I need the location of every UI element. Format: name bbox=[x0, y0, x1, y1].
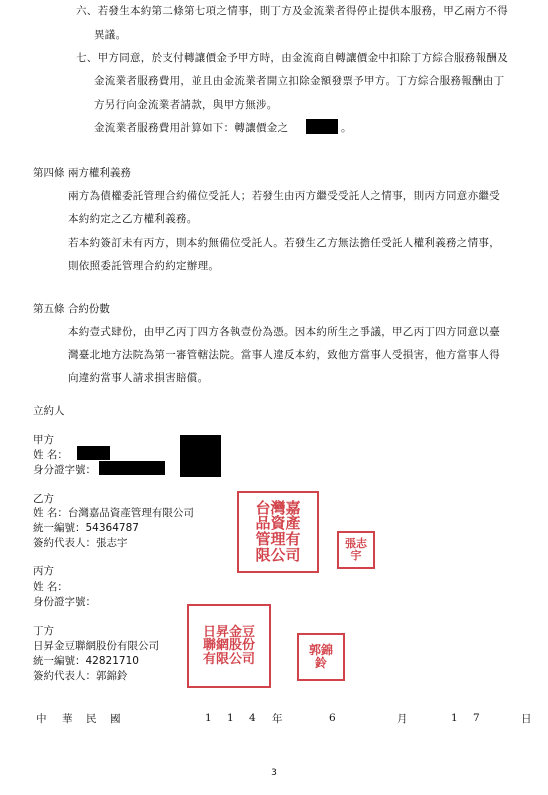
article4-p2-line1: 若本約簽訂未有丙方，則本約無備位受託人。若發生乙方無法擔任受託人權利義務之情事， bbox=[68, 237, 500, 249]
date-day: 1 7 bbox=[451, 712, 486, 724]
party-c-name-label: 姓 名： bbox=[33, 581, 68, 593]
company-seal-party-d: 日昇金豆 聯網股份 有限公司 bbox=[187, 604, 271, 688]
item7-line2: 金流業者服務費用，並且由金流業者開立扣除金額發票予甲方。丁方綜合服務報酬由丁 bbox=[94, 75, 505, 87]
rep-seal-party-b: 張志 宇 bbox=[337, 531, 375, 569]
article4-title: 第四條 兩方權利義務 bbox=[33, 167, 131, 179]
party-d-tax-line: 統一編號：42821710 bbox=[33, 655, 139, 667]
page-number: 3 bbox=[271, 768, 277, 778]
item6-line2: 異議。 bbox=[94, 29, 127, 41]
date-year-unit: 年 bbox=[272, 713, 283, 725]
item7-line1: 七、甲方同意，於支付轉讓價金予甲方時，由金流商自轉讓價金中扣除丁方綜合服務報酬及 bbox=[76, 52, 508, 64]
party-d-rep-line: 簽約代表人：郭錦鈴 bbox=[33, 670, 128, 682]
item6-line1: 六、若發生本約第二條第七項之情事，則丁方及金流業者得停止提供本服務，甲乙兩方不得 bbox=[76, 5, 508, 17]
party-c-id-label: 身份證字號： bbox=[33, 596, 96, 608]
redaction-seal-block bbox=[180, 435, 221, 477]
item7-line4-end: 。 bbox=[341, 122, 352, 134]
article5-line2: 灣臺北地方法院為第一審管轄法院。當事人違反本約，致他方當事人受損害，他方當事人得 bbox=[68, 349, 500, 361]
company-seal-party-b: 台灣嘉 品資產 管理有 限公司 bbox=[237, 491, 319, 573]
party-a-name-label: 姓 名： bbox=[33, 449, 68, 461]
article4-p1-line1: 兩方為債權委託管理合約備位受託人；若發生由丙方繼受受託人之情事，則丙方同意亦繼受 bbox=[68, 190, 500, 202]
party-d-company: 日昇金豆聯網股份有限公司 bbox=[33, 640, 159, 652]
party-a-id-label: 身分證字號： bbox=[33, 464, 96, 476]
date-year: 1 1 4 bbox=[205, 712, 262, 724]
party-b-tax-line: 統一編號：54364787 bbox=[33, 522, 139, 534]
party-a-label: 甲方 bbox=[33, 434, 54, 446]
party-b-rep-line: 簽約代表人：張志宇 bbox=[33, 537, 128, 549]
date-month: 6 bbox=[329, 712, 336, 724]
party-b-name-line: 姓 名：台灣嘉品資產管理有限公司 bbox=[33, 507, 194, 519]
date-era-char: 國 bbox=[110, 713, 121, 725]
item7-line4: 金流業者服務費用計算如下：轉讓價金之 bbox=[94, 122, 289, 134]
party-c-label: 丙方 bbox=[33, 565, 54, 577]
party-b-label: 乙方 bbox=[33, 493, 54, 505]
item7-line3: 方另行向金流業者請款，與甲方無涉。 bbox=[94, 99, 278, 111]
rep-seal-party-d: 郭錦 鈴 bbox=[297, 633, 345, 681]
date-month-unit: 月 bbox=[397, 713, 408, 725]
article5-title: 第五條 合約份數 bbox=[33, 303, 110, 315]
article4-p1-line2: 本約約定之乙方權利義務。 bbox=[68, 213, 198, 225]
date-era-char: 民 bbox=[86, 713, 97, 725]
date-day-unit: 日 bbox=[521, 713, 532, 725]
article5-line3: 向違約當事人請求損害賠償。 bbox=[68, 372, 209, 384]
article4-p2-line2: 則依照委託管理合約約定辦理。 bbox=[68, 260, 220, 272]
date-era-char: 華 bbox=[62, 713, 73, 725]
date-era-char: 中 bbox=[36, 713, 47, 725]
redaction-block bbox=[306, 119, 338, 134]
signatories-heading: 立約人 bbox=[33, 405, 65, 417]
article5-line1: 本約壹式肆份，由甲乙丙丁四方各執壹份為憑。因本約所生之爭議，甲乙丙丁四方同意以臺 bbox=[68, 326, 500, 338]
party-d-label: 丁方 bbox=[33, 625, 54, 637]
redaction-block bbox=[99, 461, 165, 475]
redaction-block bbox=[77, 446, 110, 460]
